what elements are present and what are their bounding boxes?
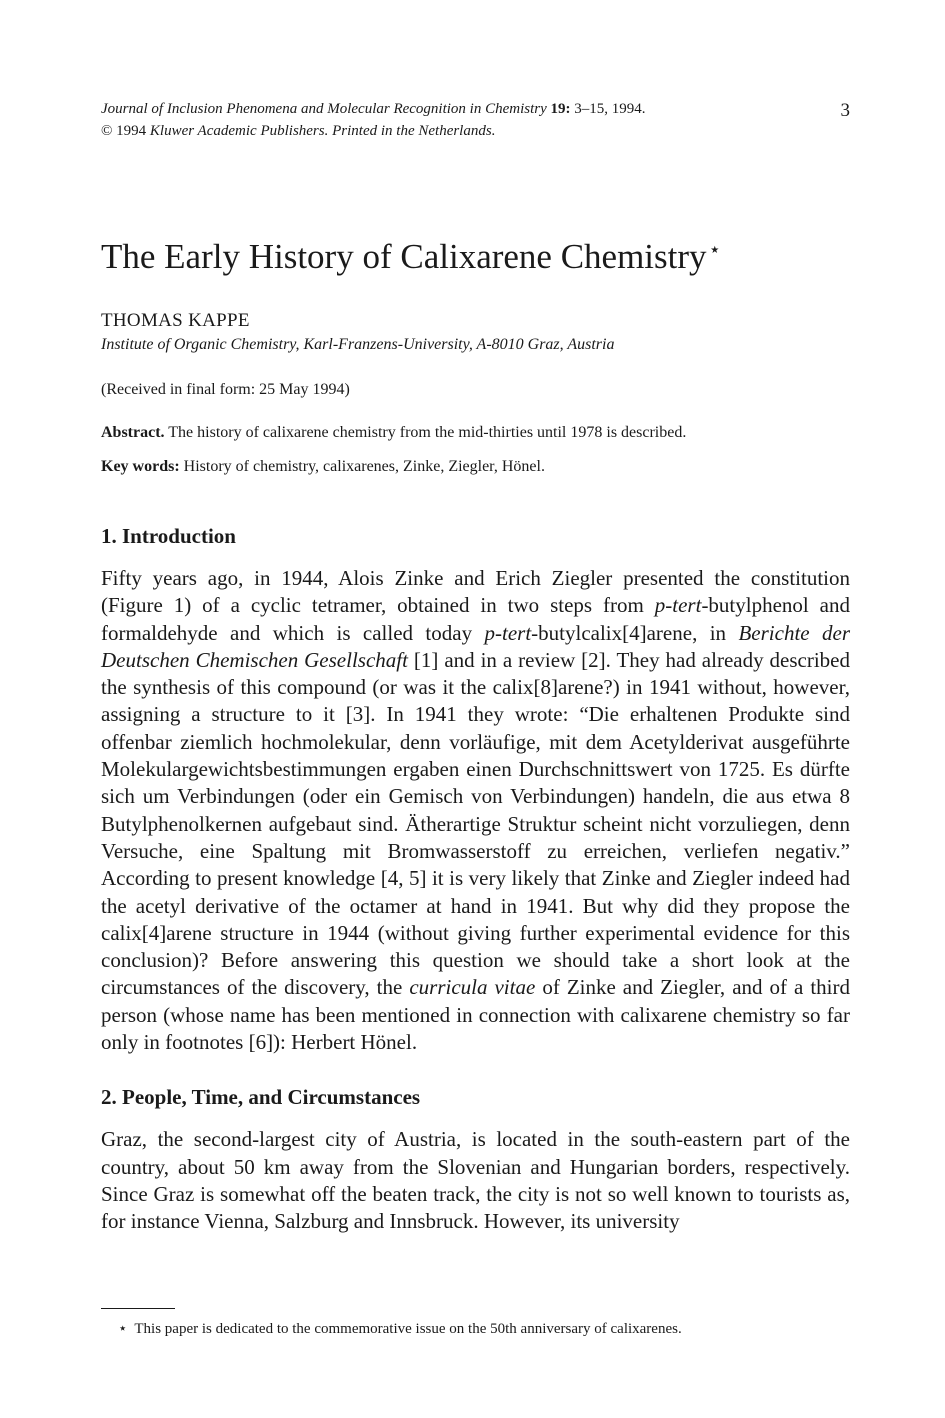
- text-run: of Zinke and Ziegler, and of a third person (whose name has been mentioned in connection with calixarene chemistry so far only in footnotes [6]): Herbert Hönel.: [101, 975, 851, 1055]
- publisher: Kluwer Academic Publishers.: [149, 123, 329, 139]
- footnote-rule: [101, 1308, 175, 1309]
- journal-pages: 3–15, 1994.: [574, 101, 646, 117]
- page: [101, 98, 850, 1257]
- section-heading-introduction: 1. Introduction: [101, 524, 236, 548]
- footnote-mark: ⋆: [118, 1321, 128, 1337]
- italic-run: p-tert: [654, 593, 702, 618]
- text-run: -butylcalix[4]arene, in: [531, 620, 739, 645]
- text-run: -butylphenol and formaldehyde and which is called today: [101, 593, 851, 645]
- journal-volume: 19:: [550, 101, 571, 117]
- journal-citation: [101, 98, 850, 142]
- footnote: [118, 1318, 848, 1340]
- keywords: [101, 455, 850, 479]
- section-heading-people: 2. People, Time, and Circumstances: [101, 1085, 421, 1110]
- printed-in: Printed in the Netherlands.: [332, 123, 496, 139]
- received-date: (Received in final form: 25 May 1994): [101, 381, 350, 398]
- keywords-label: Key words:: [101, 458, 180, 475]
- article-title-text: The Early History of Calixarene Chemistry: [101, 237, 707, 276]
- abstract-label: Abstract.: [101, 424, 165, 441]
- page-number: 3: [840, 100, 850, 121]
- text-run: Fifty years ago, in 1944, Alois Zinke and Erich Ziegler presented the constitution (Figure 1) of a cyclic tetramer, obtained in two steps from: [101, 566, 850, 618]
- people-paragraph: Graz, the second-largest city of Austria, is located in the south-eastern part of the country, about 50 km away from the Slovenian and Hungarian borders, respectively. Since Graz is somewhat off the beaten track, the city is not so well known to tourists as, for instance Vienna, Salzburg and Innsbruck. However, its university: [101, 1127, 850, 1234]
- abstract-text: The history of calixarene chemistry from the mid-thirties until 1978 is described.: [168, 424, 687, 441]
- text-run: [1] and in a review [2]. They had already described the synthesis of this compound (or was it the calix[8]arene?) in 1941 without, however, assigning a structure to it [3]. In 1941 they wrote: “Die erhaltenen Produkte sind offenbar ziemlich hochmolekular, denn vorläufige, mit dem Acetylderivat ausgeführte Molekulargewichtsbestimmungen ergaben einen Durchschnittswert von 1725. Es dürfte sich um Verbindungen (oder ein Gemisch von Verbindungen) handeln, die aus etwa 8 Butylphenolkernen aufgebaut sind. Ätherartige Struktur scheint nicht vorzuliegen, denn Versuche, eine Spaltung mit Bromwasserstoff zu erreichen, verliefen negativ.” According to present knowledge [4, 5] it is very likely that Zinke and Ziegler indeed had the acetyl derivative of the octamer at hand in 1941. But why did they propose the calix[4]arene structure in 1944 (without giving further experimental evidence for this conclusion)? Before answering this question we should take a short look at the circumstances of the discovery, the: [101, 647, 850, 1000]
- italic-run: p-tert: [484, 620, 532, 645]
- introduction-paragraph: [101, 565, 850, 1056]
- title-footnote-mark: ⋆: [708, 239, 722, 261]
- keywords-text: History of chemistry, calixarenes, Zinke, Ziegler, Hönel.: [183, 458, 545, 475]
- journal-reference: Berichte der Deutschen Chemischen Gesellschaft: [101, 620, 850, 672]
- footnote-text: This paper is dedicated to the commemorative issue on the 50th anniversary of calixarenes.: [134, 1321, 682, 1337]
- abstract: [101, 421, 850, 445]
- copyright-symbol: ©: [101, 123, 113, 139]
- author-name: THOMAS KAPPE: [101, 310, 250, 331]
- author-affiliation: Institute of Organic Chemistry, Karl-Franzens-University, A-8010 Graz, Austria: [101, 336, 615, 353]
- article-title: [101, 235, 850, 279]
- italic-run: curricula vitae: [409, 975, 536, 1000]
- copyright-year: 1994: [116, 123, 147, 139]
- journal-name: Journal of Inclusion Phenomena and Molecular Recognition in Chemistry: [101, 101, 547, 117]
